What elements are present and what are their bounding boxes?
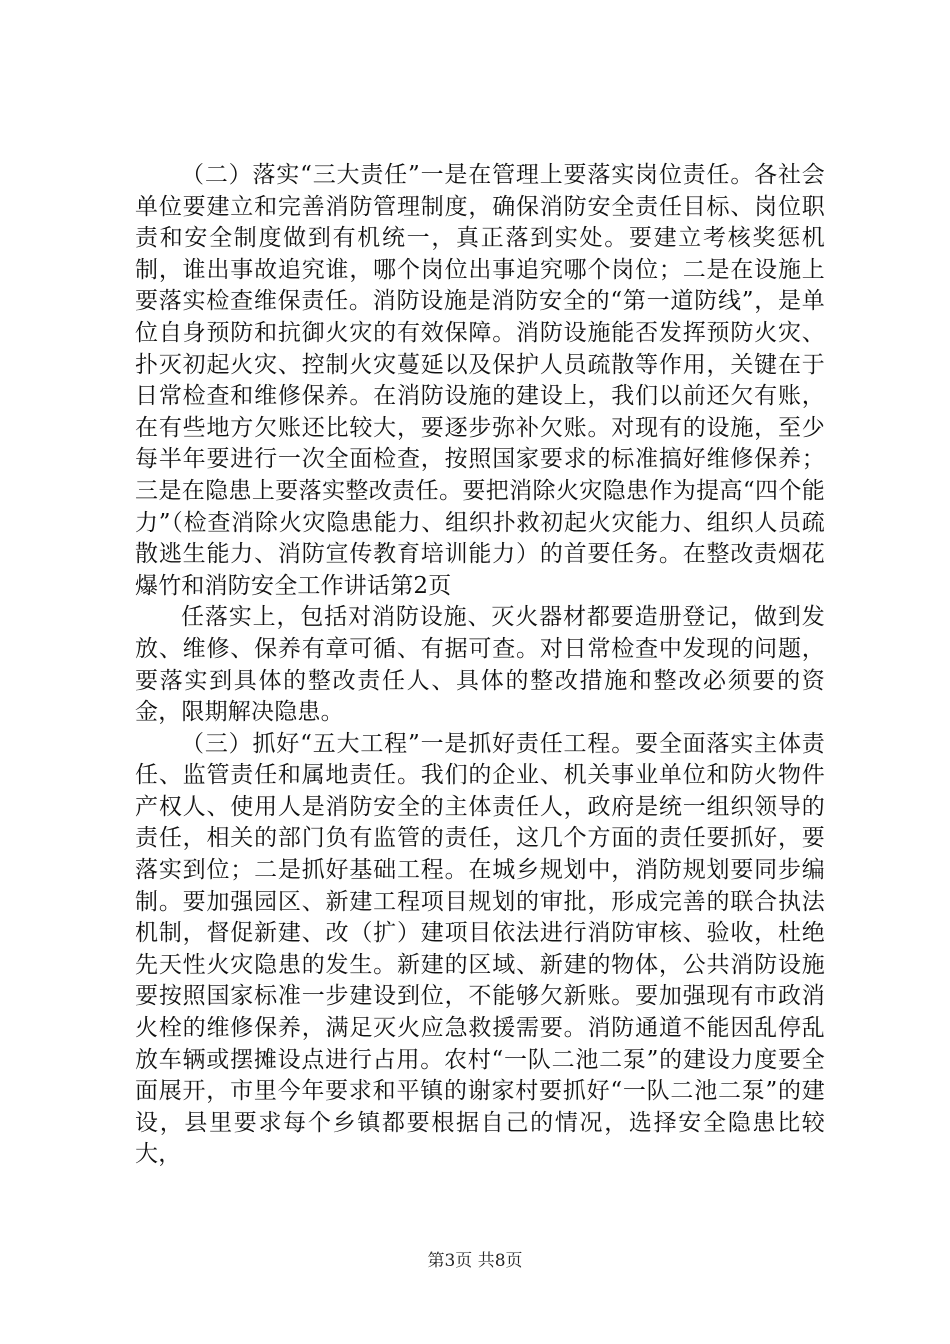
page-total: 共8页: [477, 1251, 523, 1271]
paragraph-five-projects: （三）抓好“五大工程”一是抓好责任工程。要全面落实主体责任、监管责任和属地责任。我们的企业、机关事业单位和防火物件产权人、使用人是消防安全的主体责任人，政府是统一组织领导的责任，相关的部门负有监管的责任，这几个方面的责任要抓好，要落实到位；二是抓好基础工程。在城乡规划中，消防规划要同步编制。要加强园区、新建工程项目规划的审批，形成完善的联合执法机制，督促新建、改（扩）建项目依法进行消防审核、验收，杜绝先天性火灾隐患的发生。新建的区域、新建的物体，公共消防设施要按照国家标准一步建设到位，不能够欠新账。要加强现有市政消火栓的维修保养，满足灭火应急救援需要。消防通道不能因乱停乱放车辆或摆摊设点进行占用。农村“一队二池二泵”的建设力度要全面展开，市里今年要求和平镇的谢家村要抓好“一队二池二泵”的建设，县里要求每个乡镇都要根据自己的情况，选择安全隐患比较大，: [135, 730, 825, 1168]
paragraph-implementation: 任落实上，包括对消防设施、灭火器材都要造册登记，做到发放、维修、保养有章可循、有据可查。对日常检查中发现的问题，要落实到具体的整改责任人、具体的整改措施和整改必须要的资金，限期解决隐患。: [135, 604, 825, 726]
document-body: [135, 160, 825, 1171]
page-footer: [0, 1246, 950, 1271]
paragraph-responsibilities: （二）落实“三大责任”一是在管理上要落实岗位责任。各社会单位要建立和完善消防管理制度，确保消防安全责任目标、岗位职责和安全制度做到有机统一，真正落到实处。要建立考核奖惩机制，谁出事故追究谁，哪个岗位出事追究哪个岗位；二是在设施上要落实检查维保责任。消防设施是消防安全的“第一道防线”，是单位自身预防和抗御火灾的有效保障。消防设施能否发挥预防火灾、扑灭初起火灾、控制火灾蔓延以及保护人员疏散等作用，关键在于日常检查和维修保养。在消防设施的建设上，我们以前还欠有账，在有些地方欠账还比较大，要逐步弥补欠账。对现有的设施，至少每半年要进行一次全面检查，按照国家要求的标准搞好维修保养；三是在隐患上要落实整改责任。要把消除火灾隐患作为提高“四个能力”（检查消除火灾隐患能力、组织扑救初起火灾能力、组织人员疏散逃生能力、消防宣传教育培训能力）的首要任务。在整改责烟花爆竹和消防安全工作讲话第2页: [135, 162, 825, 599]
page-number: 第3页: [427, 1251, 473, 1271]
